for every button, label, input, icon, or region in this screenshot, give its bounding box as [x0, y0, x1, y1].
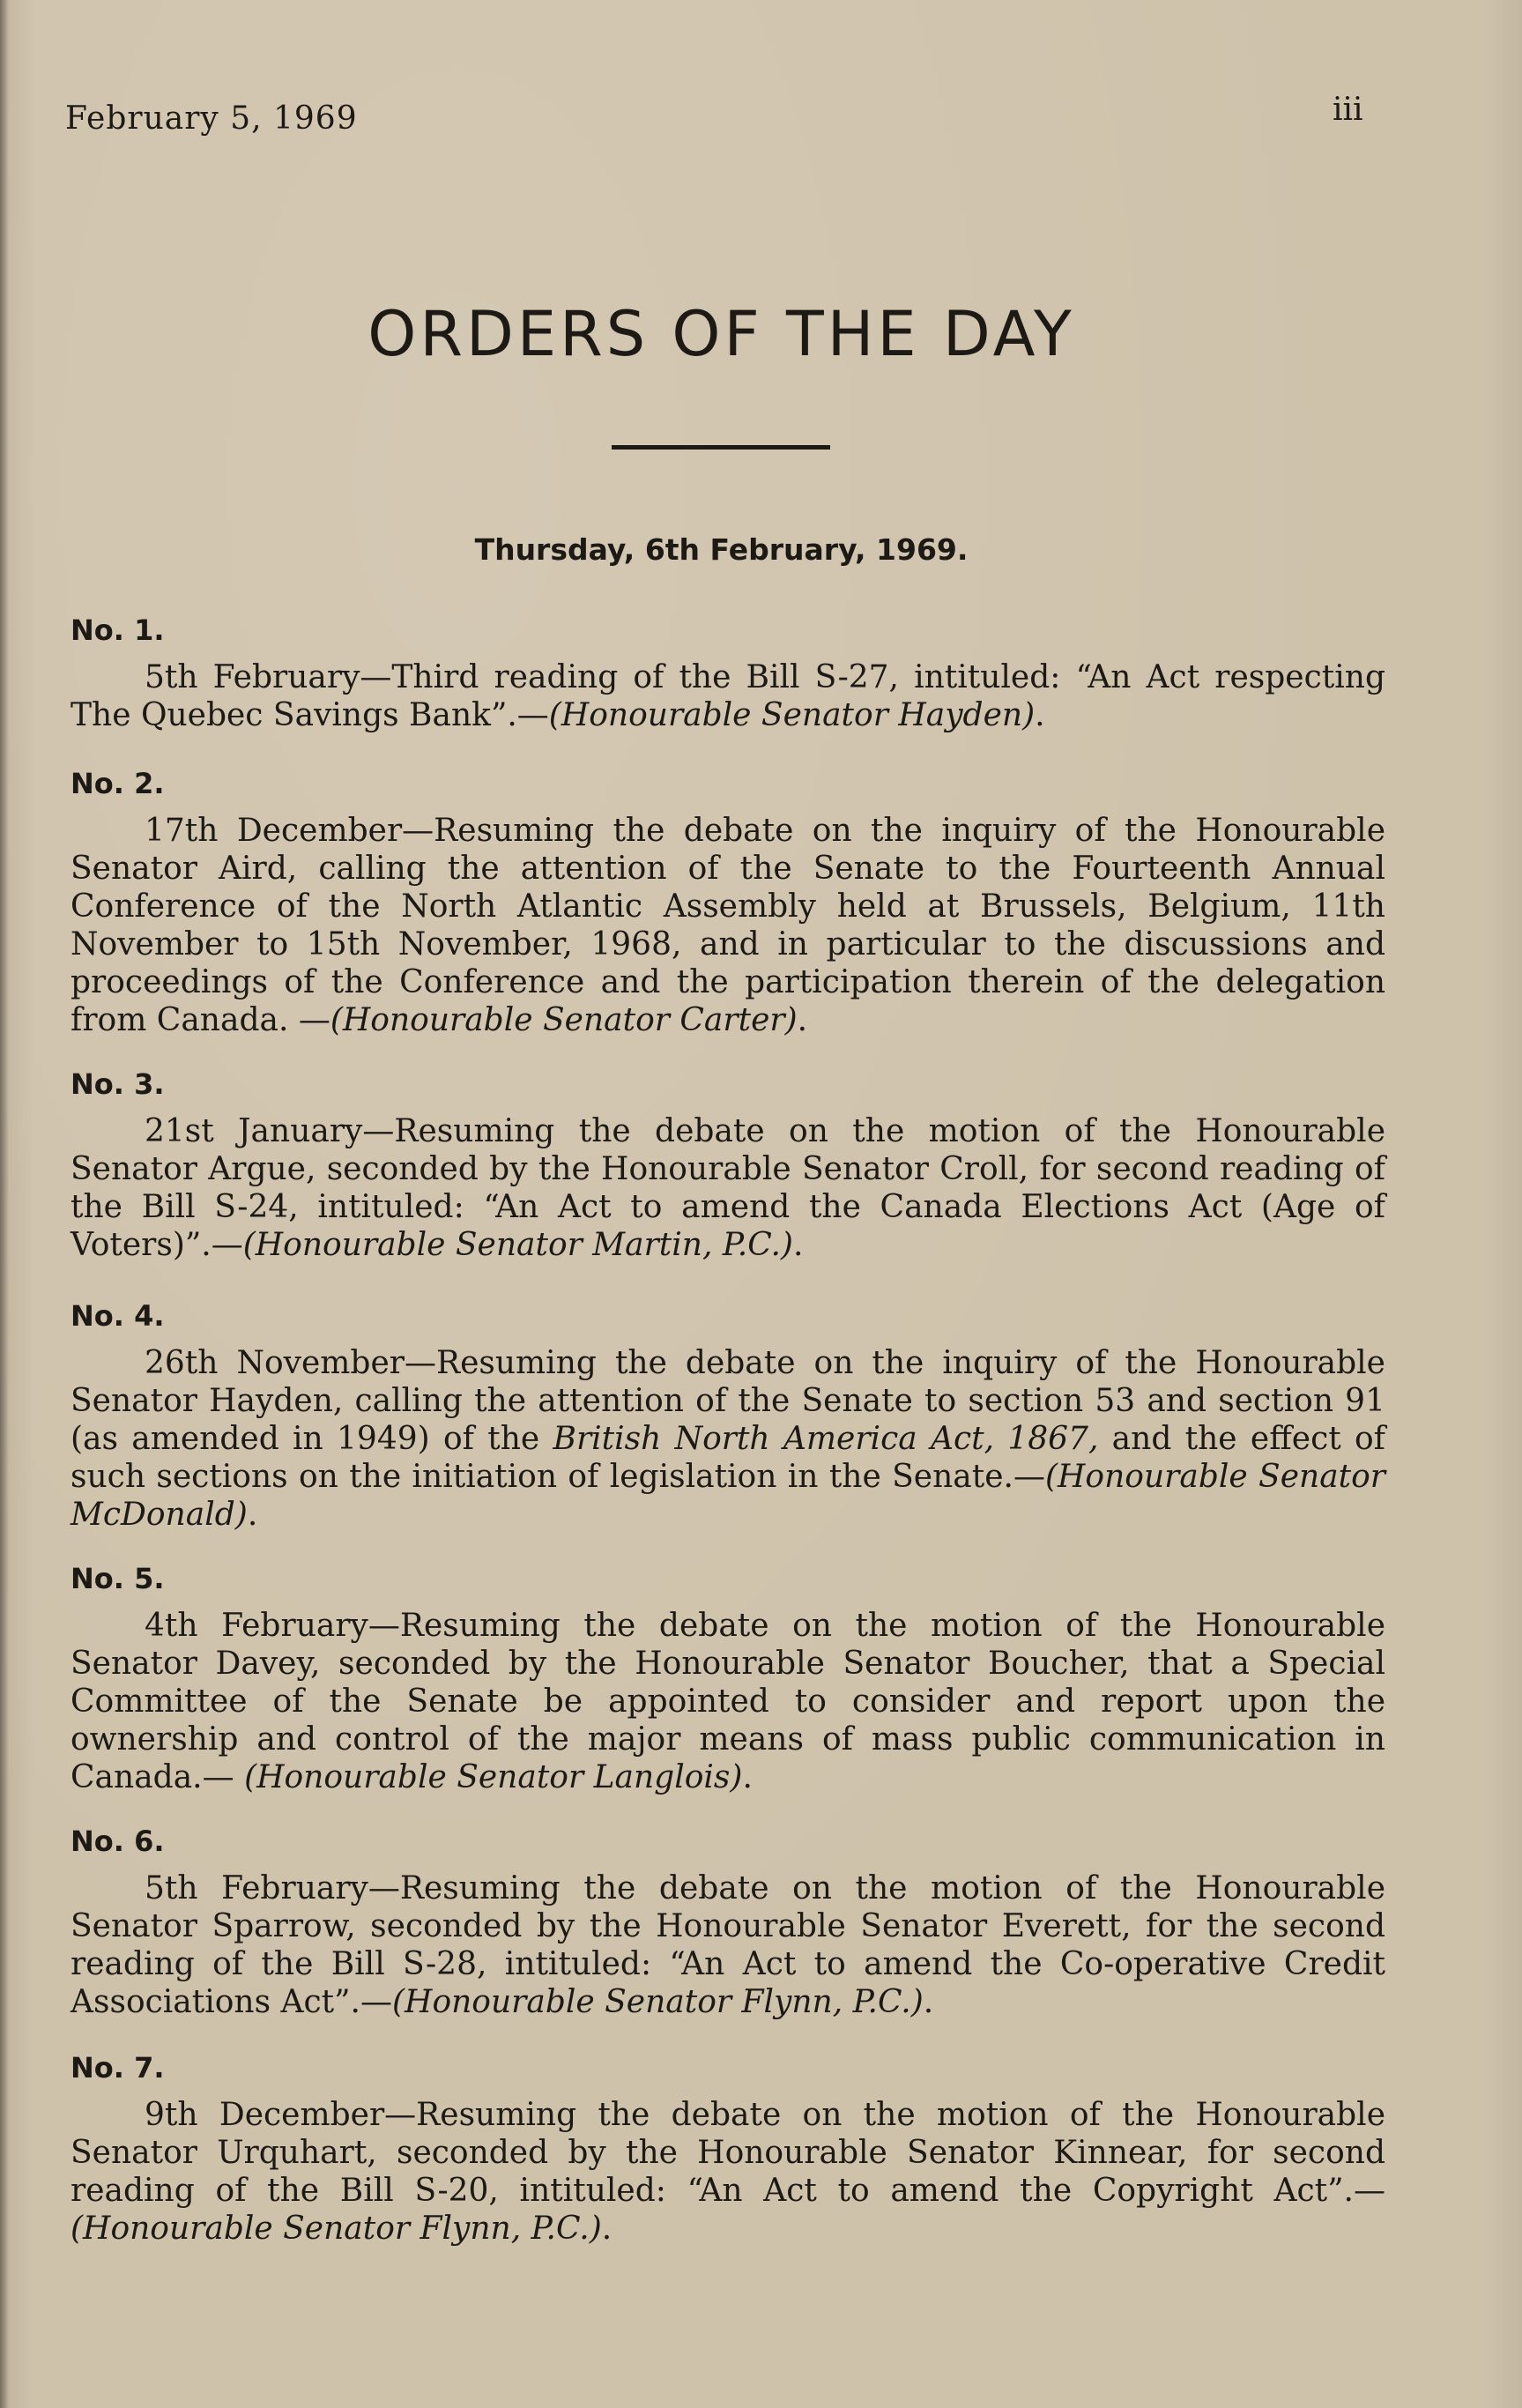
order-number: No. 1. [71, 613, 165, 647]
order-body: 4th February—Resuming the debate on the motion of the Honourable Senator Davey, seconded by the Honourable Senator Boucher, that a Special Committee of the Senate be appointed to consider and report upon the ownership and control of the major means of mass public communication in Canada.— [71, 1608, 1385, 1795]
order-number: No. 3. [71, 1067, 165, 1101]
order-text [71, 1344, 1385, 1534]
order-text [71, 658, 1385, 734]
order-item [71, 1068, 1385, 1264]
order-speaker: (Honourable Senator Hayden) [548, 697, 1036, 733]
order-end: . [792, 1227, 804, 1263]
order-body: 26th November—Resuming the debate on the inquiry of the Honourable Senator Hayden, calling the attention of the Senate to section 53 and section 91 (as amended in 1949) of the [71, 1345, 1385, 1457]
order-end: . [1035, 697, 1045, 733]
page-number: iii [1333, 92, 1363, 128]
order-text [71, 1112, 1385, 1264]
page-title: ORDERS OF THE DAY [368, 298, 1075, 370]
order-number: No. 2. [71, 767, 165, 800]
order-speaker: (Honourable Senator Flynn, P.C.) [71, 2211, 602, 2247]
order-speaker: (Honourable Senator McDonald) [71, 1459, 1386, 1533]
order-body: 5th February—Resuming the debate on the motion of the Honourable Senator Sparrow, seconded by the Honourable Senator Everett, for the second reading of the Bill S-28, intituled: “An Act to amend the Co-operative Credit Associations Act”.— [71, 1870, 1385, 2020]
order-item [71, 1563, 1385, 1796]
order-speaker: (Honourable Senator Carter) [330, 1002, 798, 1038]
order-item [71, 1300, 1385, 1534]
order-item [71, 2052, 1385, 2248]
order-text [71, 1607, 1385, 1796]
running-header-date: February 5, 1969 [65, 100, 358, 137]
order-end: . [797, 1002, 808, 1038]
act-title: British North America Act, 1867, [553, 1421, 1099, 1457]
order-item [71, 768, 1385, 1039]
order-item [71, 1825, 1385, 2021]
order-body: 5th February—Third reading of the Bill S-27, intituled: “An Act respecting The Quebec Savings Bank”.— [71, 659, 1385, 733]
order-body: 17th December—Resuming the debate on the inquiry of the Honourable Senator Aird, calling the attention of the Senate to the Fourteenth Annual Conference of the North Atlantic Assembly held at Brussels, Belgium, 11th November to 15th November, 1968, and in particular to the discussions and proceedings of the Conference and the participation therein of the delegation from Canada. — [71, 813, 1385, 1038]
order-number: No. 7. [71, 2051, 165, 2085]
order-number: No. 5. [71, 1562, 165, 1595]
order-text [71, 2096, 1385, 2248]
order-end: . [601, 2211, 613, 2247]
order-speaker: (Honourable Senator Langlois) [244, 1759, 743, 1795]
sitting-date: Thursday, 6th February, 1969. [474, 532, 969, 567]
order-text [71, 812, 1385, 1039]
title-rule [612, 445, 830, 450]
order-body-continued: and the effect of such sections on the initiation of legislation in the Senate.— [71, 1421, 1385, 1495]
order-end: . [247, 1497, 258, 1533]
order-item [71, 614, 1385, 734]
order-speaker: (Honourable Senator Flynn, P.C.) [392, 1984, 924, 2020]
order-number: No. 4. [71, 1299, 165, 1333]
order-body: 9th December—Resuming the debate on the motion of the Honourable Senator Urquhart, seconded by the Honourable Senator Kinnear, for second reading of the Bill S-20, intituled: “An Act to amend the Copyright Act”.— [71, 2097, 1385, 2209]
order-text [71, 1869, 1385, 2021]
order-end: . [923, 1984, 934, 2020]
order-number: No. 6. [71, 1825, 165, 1858]
order-speaker: (Honourable Senator Martin, P.C.) [242, 1227, 793, 1263]
order-end: . [742, 1759, 753, 1795]
order-body: 21st January—Resuming the debate on the motion of the Honourable Senator Argue, seconded by the Honourable Senator Croll, for second reading of the Bill S-24, intituled: “An Act to amend the Canada Elections Act (Age of Voters)”.— [71, 1113, 1385, 1263]
